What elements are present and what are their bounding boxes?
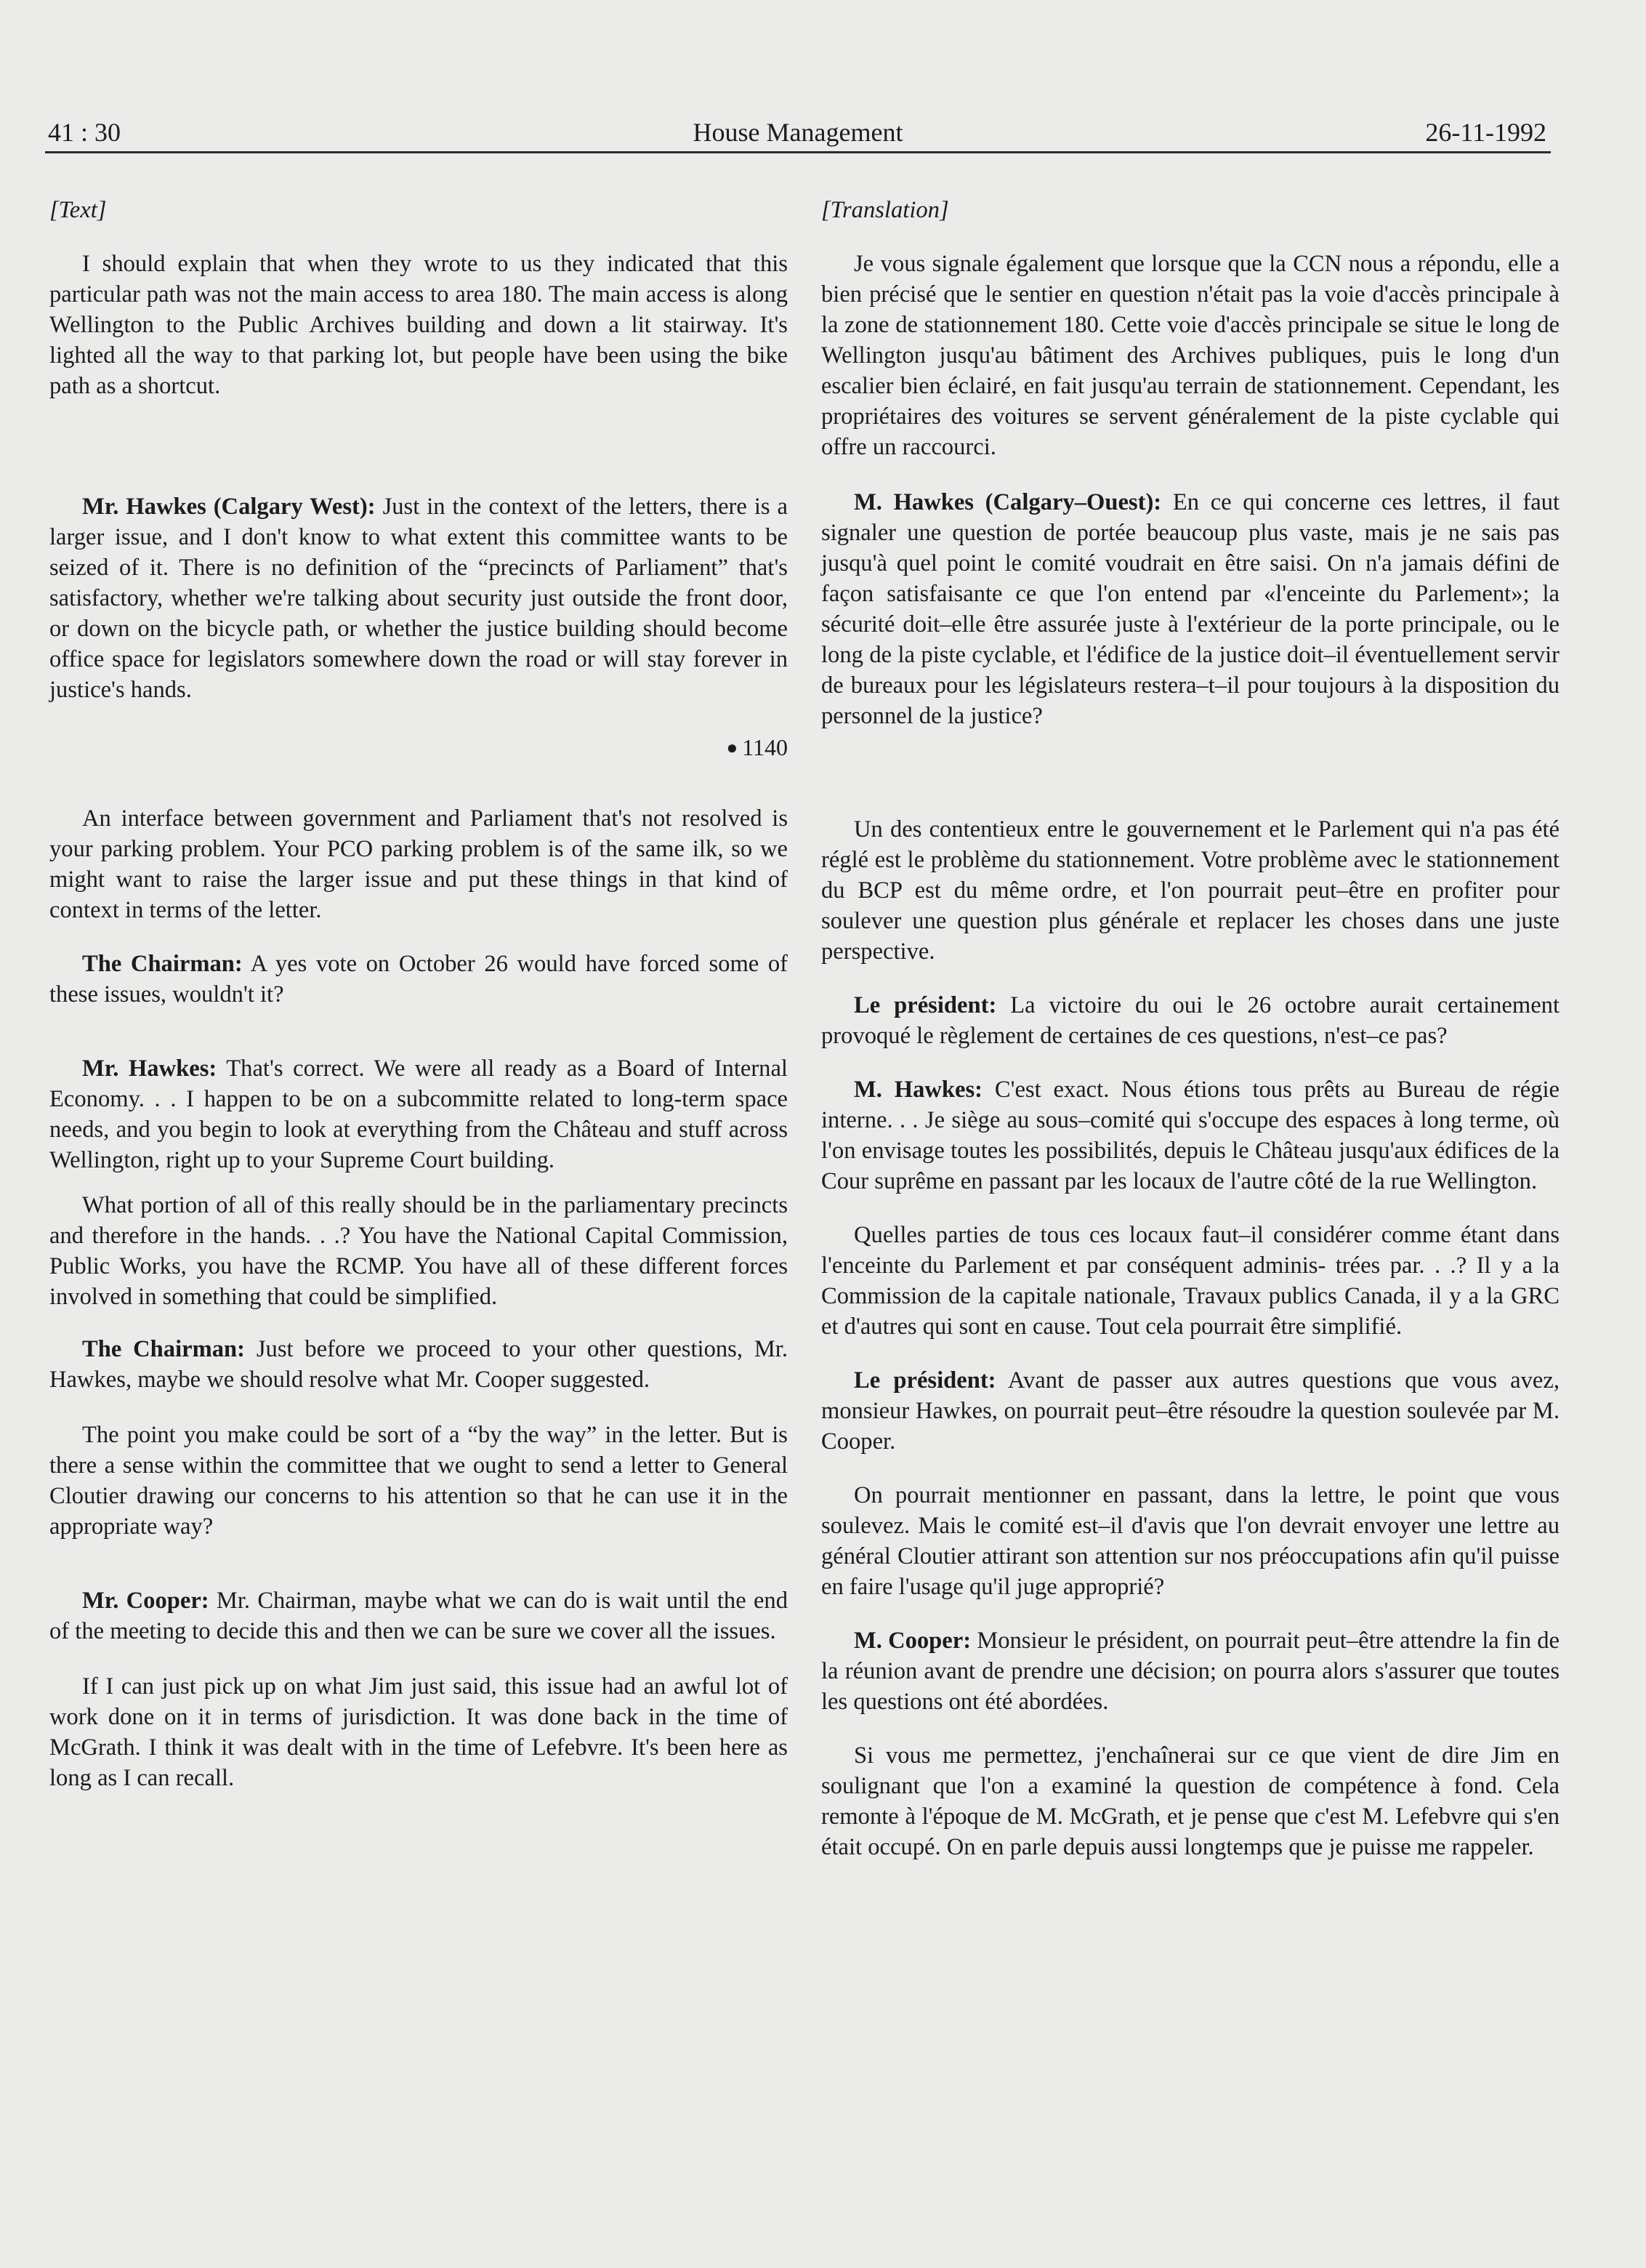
- speech-text: Mr. Chairman, maybe what we can do is wait until the end of the meeting to decide this and then we can be sure we cover all the issues.: [49, 1588, 788, 1644]
- speech-text: Monsieur le président, on pourrait peut–être attendre la fin de la réunion avant de prendre une décision; on pourra alors s'assurer que toutes les questions ont été abordées.: [821, 1628, 1560, 1715]
- language-tag: [Text]: [49, 197, 107, 223]
- speaker-name: Le président:: [854, 1367, 996, 1394]
- speech-text: Just before we proceed to your other questions, Mr. Hawkes, maybe we should resolve what Mr. Cooper suggested.: [49, 1336, 788, 1393]
- speech: [821, 487, 1560, 731]
- paragraph: What portion of all of this really should be in the parliamentary precincts and therefore in the hands. . .? You have the National Capital Commission, Public Works, you have the RCMP. You have all of these different forces involved in something that could be simplified.: [49, 1192, 788, 1310]
- speech: [821, 1365, 1560, 1457]
- speech-text: En ce qui concerne ces lettres, il faut signaler une question de portée beaucoup plus vaste, mais je ne sais pas jusqu'à quel point le comité voudrait en être saisi. On n'a jamais défini de façon satisfaisante ce que l'on entend par «l'enceinte du Parlement»; la sécurité doit–elle être assurée juste à l'extérieur de la porte principale, ou le long de la piste cyclable, et l'édifice de la justice doit–il éventuellement servir de bureaux pour les législateurs restera–t–il pour toujours à la disposition du personnel de la justice?: [821, 489, 1560, 729]
- speech: [49, 949, 788, 1010]
- speaker-name: M. Cooper:: [854, 1628, 972, 1654]
- committee-title: House Management: [693, 118, 903, 147]
- french-column: [821, 195, 1560, 1862]
- speech: [821, 1074, 1560, 1197]
- speech-text: That's correct. We were all ready as a Board of Internal Economy. . . I happen to be on a subcommitte related to long-term space needs, and you begin to look at everything from the Château and stuff across Wellington, right up to your Supreme Court building.: [49, 1055, 788, 1173]
- paragraph: Je vous signale également que lorsque que la CCN nous a répondu, elle a bien précisé que le sentier en question n'était pas la voie d'accès principale à la zone de stationnement 180. Cette voie d'accès principale se situe le long de Wellington jusqu'au bâtiment des Archives publiques, puis le long d'un escalier bien éclairé, en fait jusqu'au terrain de stationnement. Cependant, les propriétaires des voitures se servent généralement de la piste cyclable qui offre un raccourci.: [821, 251, 1560, 460]
- paragraph: On pourrait mentionner en passant, dans la lettre, le point que vous soulevez. Mais le comité est–il d'avis que l'on devrait envoyer une lettre au général Cloutier attirant son attention sur nos préoccupations afin qu'il puisse en faire l'usage qu'il juge approprié?: [821, 1482, 1560, 1600]
- speech: [49, 491, 788, 705]
- speech-text: Just in the context of the letters, there is a larger issue, and I don't know to what extent this committee wants to be seized of it. There is no definition of the “precincts of Parliament” that's satisfactory, whether we're talking about security just outside the front door, or down on the bicycle path, or whether the justice building should become office space for legislators somewhere down the road or will stay forever in justice's hands.: [49, 494, 788, 703]
- time-marker-text: 1140: [742, 734, 788, 760]
- sitting-date: 26-11-1992: [1425, 118, 1546, 147]
- language-tag: [Translation]: [821, 197, 949, 223]
- paragraph: An interface between government and Parliament that's not resolved is your parking problem. Your PCO parking problem is of the same ilk, so we might want to raise the larger issue and put these things in that kind of context in terms of the letter.: [49, 805, 788, 923]
- speech: [821, 990, 1560, 1051]
- speech-text: Avant de passer aux autres questions que vous avez, monsieur Hawkes, on pourrait peut–être résoudre la question soulevée par M. Cooper.: [821, 1367, 1560, 1455]
- paragraph: Si vous me permettez, j'enchaînerai sur ce que vient de dire Jim en soulignant que l'on a examiné la question de compétence à fond. Cela remonte à l'époque de M. McGrath, et je pense que c'est M. Lefebvre qui s'en était occupé. On en parle depuis aussi longtemps que je puisse me rappeler.: [821, 1742, 1560, 1860]
- speech: [49, 1053, 788, 1175]
- paragraph: If I can just pick up on what Jim just said, this issue had an awful lot of work done on it in terms of jurisdiction. It was done back in the time of McGrath. I think it was dealt with in the time of Lefebvre. It's been here as long as I can recall.: [49, 1673, 788, 1791]
- paragraph: I should explain that when they wrote to us they indicated that this particular path was not the main access to area 180. The main access is along Wellington to the Public Archives building and down a lit stairway. It's lighted all the way to that parking lot, but people have been using the bike path as a shortcut.: [49, 251, 788, 399]
- bullet-icon: ●: [726, 737, 738, 758]
- speaker-name: The Chairman:: [82, 951, 243, 977]
- speech-text: C'est exact. Nous étions tous prêts au Bureau de régie interne. . . Je siège au sous–comité qui s'occupe des espaces à long terme, où l'on envisage toutes les possibilités, depuis le Château jusqu'aux édifices de la Cour suprême en passant par les locaux de l'autre côté de la rue Wellington.: [821, 1077, 1560, 1194]
- speech: [49, 1334, 788, 1395]
- speaker-name: Le président:: [854, 992, 997, 1018]
- paragraph: Quelles parties de tous ces locaux faut–il considérer comme étant dans l'enceinte du Parlement et par conséquent adminis- trées par. . .? Il y a la Commission de la capitale nationale, Travaux publics Canada, il y a la GRC et d'autres qui sont en cause. Tout cela pourrait être simplifié.: [821, 1222, 1560, 1340]
- speech: [821, 1625, 1560, 1717]
- paragraph: Un des contentieux entre le gouvernement et le Parlement qui n'a pas été réglé est le problème du stationnement. Votre problème avec le stationnement du BCP est du même ordre, et l'on pourrait peut–être en profiter pour soulever une question plus générale et replacer les choses dans une juste perspective.: [821, 816, 1560, 965]
- speech: [49, 1585, 788, 1646]
- english-column: [49, 195, 788, 1793]
- page-number: 41 : 30: [48, 118, 121, 147]
- time-marker: [49, 733, 788, 763]
- speaker-name: Mr. Hawkes (Calgary West):: [82, 494, 376, 520]
- speaker-name: The Chairman:: [82, 1336, 245, 1362]
- page-header: [45, 106, 1551, 153]
- speaker-name: M. Hawkes (Calgary–Ouest):: [854, 489, 1162, 515]
- speech-text: A yes vote on October 26 would have forced some of these issues, wouldn't it?: [49, 951, 788, 1008]
- speaker-name: Mr. Cooper:: [82, 1588, 209, 1614]
- paragraph: The point you make could be sort of a “by the way” in the letter. But is there a sense within the committee that we ought to send a letter to General Cloutier drawing our concerns to his attention so that he can use it in the appropriate way?: [49, 1422, 788, 1540]
- speaker-name: M. Hawkes:: [854, 1077, 983, 1103]
- speech-text: La victoire du oui le 26 octobre aurait certainement provoqué le règlement de certaines de ces questions, n'est–ce pas?: [821, 992, 1560, 1049]
- speaker-name: Mr. Hawkes:: [82, 1055, 217, 1082]
